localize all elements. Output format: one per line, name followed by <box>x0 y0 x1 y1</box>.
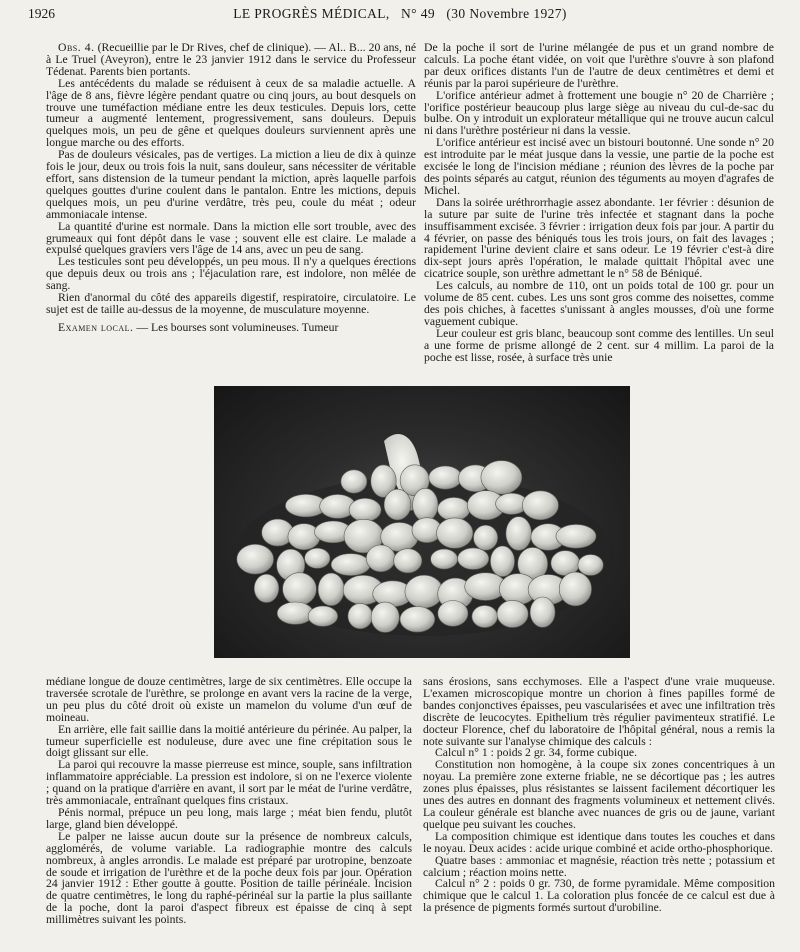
paragraph: La quantité d'urine est normale. Dans la miction elle sort trouble, avec des grumeaux qui font dépôt dans le vase ; souvent elle est claire. Le malade a expulsé quelques graviers vers l'âge de 14 ans, avec un peu de sang. <box>46 219 416 257</box>
calculus-stone <box>405 575 443 608</box>
calculus-stone <box>497 600 528 627</box>
calculus-stone <box>384 489 411 520</box>
calculus-stone <box>506 517 532 551</box>
calculus-stone <box>481 461 522 495</box>
observation-label: Obs. 4. <box>58 42 95 54</box>
calculus-stone <box>429 466 462 489</box>
calculus-stone <box>305 548 330 568</box>
calculus-stone <box>578 555 603 576</box>
paragraph-text: — Les bourses sont volumineuses. Tumeur <box>136 320 339 334</box>
calculus-stone <box>522 491 558 520</box>
calculus-stone <box>530 597 555 627</box>
calculus-stone <box>308 606 338 626</box>
calculus-stone <box>458 548 489 570</box>
calculus-stone <box>318 573 344 606</box>
calculus-stone <box>400 607 435 633</box>
calculus-stone <box>283 573 317 606</box>
calculus-stone <box>556 524 596 548</box>
issue-number: N° 49 <box>401 6 436 21</box>
paragraph: Quatre bases : ammoniac et magnésie, réaction très nette ; potassium et calcium ; réaction moins nette. <box>423 853 775 879</box>
paragraph: En arrière, elle fait saillie dans la moitié antérieure du périnée. Au palper, la tumeur superficielle est noduleuse, dure avec une fine crépitation sous le doigt glissant sur elle. <box>46 722 412 760</box>
journal-name: LE PROGRÈS MÉDICAL, <box>233 6 390 21</box>
calculus-stone <box>288 524 320 550</box>
page-header <box>28 6 772 28</box>
paragraph-text: (Recueillie par le Dr Rives, chef de clinique). — Al.. B... 20 ans, né à Le Truel (Aveyron), entre le 23 janvier 1912 dans le service du Professeur Tédenat. Parents bien portants. <box>46 42 416 78</box>
calculus-stone <box>348 603 373 628</box>
paragraph: Pas de douleurs vésicales, pas de vertiges. La miction a lieu de dix à quinze fois le jour, deux ou trois fois la nuit, sans douleur, sans nécessiter de véritable effort, sans distension de la tumeur pendant la miction, après laquelle parfois quelques gouttes d'urine coulent dans le pantalon. Entre les mictions, depuis quelques mois, un peu d'urine verdâtre, très peu, coule du méat ; odeur ammoniacale intense. <box>46 148 416 221</box>
column-top-left <box>46 42 416 372</box>
paragraph: Calcul n° 1 : poids 2 gr. 34, forme cubique. <box>435 746 638 760</box>
calculus-stone <box>394 549 422 573</box>
issue-date: (30 Novembre 1927) <box>446 6 567 21</box>
paragraph: Les calculs, au nombre de 110, ont un poids total de 100 gr. pour un volume de 85 cent. cubes. Les uns sont gros comme des noisettes, comme des pois chiches, à facettes s'unissant à angles mousses, d'où une forme vaguement cubique. <box>424 279 774 328</box>
calculus-stone <box>237 544 274 574</box>
calculus-stone <box>413 488 438 521</box>
calculus-stone <box>437 518 473 548</box>
exam-label: Examen local. <box>58 320 134 334</box>
paragraph: Rien d'anormal du côté des appareils digestif, respiratoire, circulatoire. Le sujet est de taille au-dessus de la moyenne, de musculature moyenne. <box>46 291 416 316</box>
paragraph: La composition chimique est identique dans toutes les couches et dans le noyau. Deux acides : acide urique combiné et acide ortho-phosphorique. <box>423 829 775 855</box>
paragraph: La paroi qui recouvre la masse pierreuse est mince, souple, sans infiltration inflammatoire appréciable. La pression est indolore, si on ne l'exerce violente ; quand on la pratique d'arrière en avant, il sort par le méat de l'urine verdâtre, très ammoniacale, entraînant quelques fins cristaux. <box>46 758 412 808</box>
column-bottom-left <box>46 676 412 948</box>
calculus-stone <box>474 525 498 550</box>
paragraph: Les testicules sont peu développés, un peu mous. Il n'y a quelques érections que depuis deux ou trois ans ; l'éjaculation rare, est indolore, non mêlée de sang. <box>46 255 416 293</box>
observation-intro <box>46 42 416 78</box>
calculus-stone <box>277 602 313 624</box>
paragraph: médiane longue de douze centimètres, large de six centimètres. Elle occupe la traversée scrotale de l'urèthre, se prolonge en avant vers la racine de la verge, un peu plus du côté droit où existe un mamelon du volume d'un œuf de moineau. <box>46 676 412 724</box>
column-top-right <box>424 42 774 382</box>
calculus-stone <box>438 497 470 520</box>
paragraph: L'orifice antérieur est incisé avec un bistouri boutonné. Une sonde n° 20 est introduite par le méat jusque dans la vessie, une partie de la poche est excisée le long de l'incision médiane ; réunion des lèvres de la poche par des points séparés au catgut, réunion des téguments au moyen d'agrafes de Michel. <box>424 136 774 197</box>
paragraph: Leur couleur est gris blanc, beaucoup sont comme des lentilles. Un seul a une forme de prisme allongé de 2 cent. sur 4 millim. La paroi de la poche est lisse, rosée, à surface très unie <box>424 326 774 364</box>
column-bottom-right <box>423 676 775 948</box>
calculus-stone <box>371 602 399 632</box>
paragraph: sans érosions, sans ecchymoses. Elle a l'aspect d'une vraie muqueuse. L'examen microscopique montre un chorion à fines papilles formé de bandes conjonctives épaisses, peu vascularisées et avec une infiltration très discrète de leucocytes. Epithelium très régulier pavimenteux stratifié. Le docteur Florence, chef du laboratoire de l'hôpital général, nous a remis la note suivante sur l'analyse chimique des calculs : <box>423 676 775 748</box>
paragraph: Les antécédents du malade se réduisent à ceux de sa maladie actuelle. A l'âge de 8 ans, fièvre légère pendant quatre ou cinq jours, au bout desquels on trouve une tuméfaction médiane entre les deux testicules. Depuis lors, cette tumeur a augmenté lentement, progressivement, sans douleurs. Depuis quelques mois, un peu de gêne et quelques douleurs surviennent après une longue marche ou des efforts. <box>46 76 416 150</box>
calculus-stone <box>349 498 381 521</box>
calculus-stone <box>254 574 279 602</box>
paragraph: L'orifice antérieur admet à frottement une bougie n° 20 de Charrière ; l'orifice postérieur beaucoup plus large siège au niveau du cul-de-sac du bulbe. On y introduit un explorateur métallique qui ne trouve aucun calcul ni dans l'urèthre postérieur ni dans la vessie. <box>424 88 774 138</box>
paragraph: Calcul n° 2 : poids 0 gr. 730, de forme pyramidale. Même composition chimique que le calcul 1. La coloration plus foncée de ce calcul est due à la présence de pigments formés surtout d'urobiline. <box>423 877 775 915</box>
calculus-stone <box>438 601 468 627</box>
calculi-pile-illustration <box>214 386 630 658</box>
calculi-photograph <box>214 386 630 658</box>
calculus-stone <box>431 549 458 569</box>
calculus-stone <box>559 572 591 606</box>
calculus-stone <box>341 470 367 493</box>
calculus-stone <box>366 545 395 572</box>
paragraph: Le palper ne laisse aucun doute sur la présence de nombreux calculs, agglomérés, de volume variable. La radiographie montre des calculs nombreux, à angles arrondis. Le malade est préparé par urotropine, benzoate de soude et irrigation de l'urèthre et de la poche deux fois par jour. Opération 24 janvier 1912 : Ether goutte à goutte. Position de taille périnéale. Incision de quatre centimètres, le long du raphé-périnéal sur la partie la plus saillante de la poche, dont la paroi d'aspect fibreux est épaisse de cinq à sept millimètres suivant les points. <box>46 829 412 927</box>
calculus-stone <box>472 605 498 627</box>
calculus-stone <box>490 546 514 577</box>
paragraph: Constitution non homogène, à la coupe six zones concentriques à un noyau. La première zone externe friable, ne se décortique pas ; les autres zones plus épaisses, plus résistantes se laissent facilement décortiquer les unes des autres en donnant des fragments volumineux et nettement clivés. La couleur générale est blanche avec nuances de gris ou de jaune, variant quelque peu suivant les couches. <box>423 758 775 831</box>
running-title <box>28 6 772 22</box>
paragraph: Dans la soirée uréthrorrhagie assez abondante. 1er février : désunion de la suture par suite de l'urine très infectée et stagnant dans la poche insuffisamment excisée. 3 février : irrigation deux fois par jour. A partir du 4 février, on passe des béniqués tous les trois jours, on fait des lavages ; rapidement l'urine devient claire et sans odeur. Le 19 février c'est-à dire dix-sept jours après l'opération, le malade quittait l'hôpital avec une cicatrice souple, son urèthre admettant le n° 58 de Béniqué. <box>424 195 774 281</box>
calculus-stone <box>331 554 370 576</box>
paragraph: De la poche il sort de l'urine mélangée de pus et un grand nombre de calculs. La poche étant vidée, on voit que l'urèthre s'ouvre à son plafond par deux orifices distants l'un de l'autre de deux centimètres et demi et réunis par la paroi supérieure de l'urèthre. <box>424 42 774 90</box>
exam-paragraph <box>46 322 416 334</box>
page-number: 1926 <box>28 6 55 21</box>
paragraph: Pénis normal, prépuce un peu long, mais large ; méat bien fendu, plutôt large, gland bien développé. <box>46 805 412 831</box>
